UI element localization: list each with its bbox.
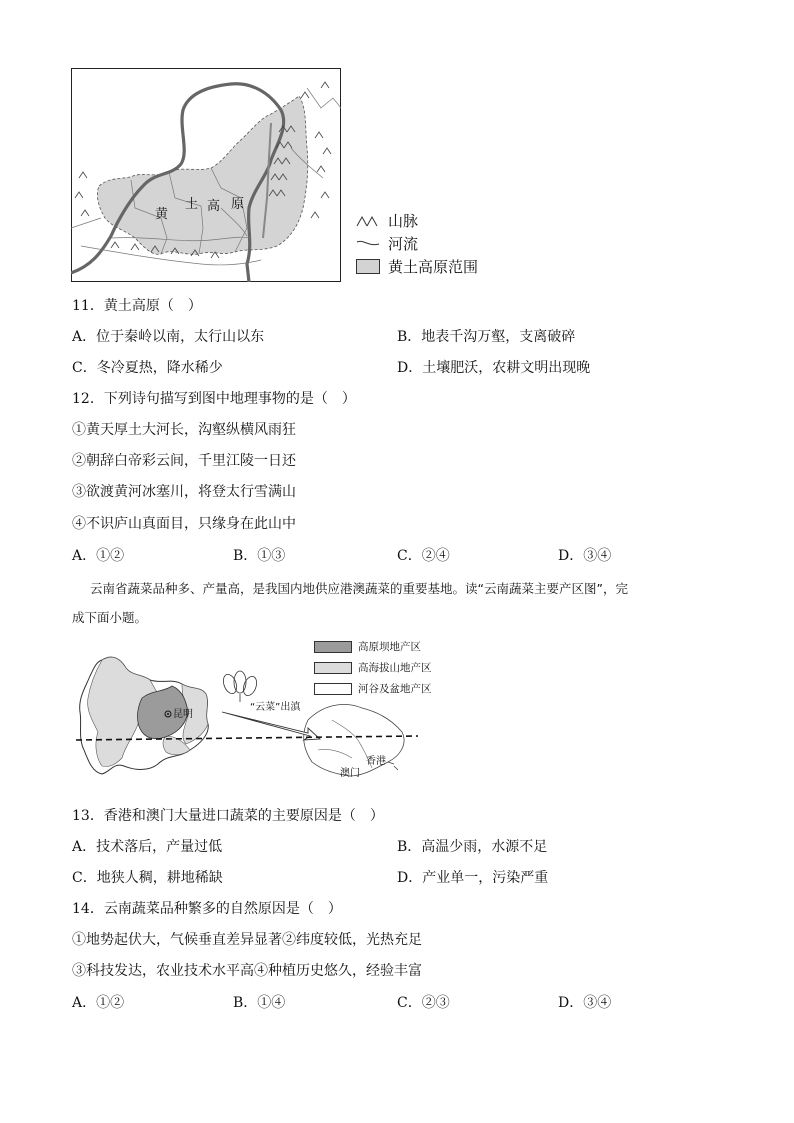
label-huang: 黄 <box>155 207 169 222</box>
q14-stem: 14．云南蔬菜品种繁多的自然原因是（ ） <box>72 901 342 917</box>
valley-basin-swatch <box>314 683 352 695</box>
legend-valley-basin <box>314 681 432 696</box>
q14-option-b[interactable]: B．①④ <box>233 995 286 1011</box>
kunming-label: 昆明 <box>173 709 193 720</box>
legend-high-mountain-label: 高海拔山地产区 <box>358 662 432 674</box>
legend-high-mountain <box>314 660 432 675</box>
hongkong-label: 香港 <box>366 756 386 767</box>
label-gao: 高 <box>207 199 221 214</box>
q12-poem-2: ②朝辞白帝彩云间，千里江陵一日还 <box>72 453 296 469</box>
q14-statements-1: ①地势起伏大，气候垂直差异显著②纬度较低，光热充足 <box>72 932 422 948</box>
q13-option-d[interactable]: D．产业单一，污染严重 <box>397 870 549 886</box>
q11-option-c[interactable]: C．冬冷夏热，降水稀少 <box>72 360 223 376</box>
intro-line-2: 成下面小题。 <box>72 610 148 625</box>
high-mountain-swatch <box>314 662 352 674</box>
q11-option-d[interactable]: D．土壤肥沃，农耕文明出现晚 <box>397 360 591 376</box>
q12-poem-3: ③欲渡黄河冰塞川，将登太行雪满山 <box>72 484 296 500</box>
label-yuan: 原 <box>231 197 245 212</box>
q13-option-a[interactable]: A．技术落后，产量过低 <box>72 839 223 855</box>
mountain-symbol-icon <box>356 214 380 228</box>
q11-option-a[interactable]: A．位于秦岭以南，太行山以东 <box>72 329 265 345</box>
intro-line-1: 云南省蔬菜品种多、产量高，是我国内地供应港澳蔬菜的重要基地。读“云南蔬菜主要产区图”，完 <box>90 581 628 596</box>
legend-plateau-basin <box>314 639 421 654</box>
legend-mountain-label: 山脉 <box>388 212 419 230</box>
q12-option-b[interactable]: B．①③ <box>233 548 286 564</box>
q13-option-c[interactable]: C．地狭人稠，耕地稀缺 <box>72 870 223 886</box>
macau-label: 澳门 <box>340 768 360 779</box>
plateau-swatch <box>356 259 380 274</box>
q14-option-a[interactable]: A．①② <box>72 995 125 1011</box>
q12-option-c[interactable]: C．②④ <box>397 548 450 564</box>
legend-valley-basin-label: 河谷及盆地产区 <box>358 683 432 695</box>
q14-option-c[interactable]: C．②③ <box>397 995 450 1011</box>
q12-stem: 12．下列诗句描写到图中地理事物的是（ ） <box>72 391 356 407</box>
legend-river <box>356 233 418 254</box>
q11-option-b[interactable]: B．地表千沟万壑，支离破碎 <box>397 329 576 345</box>
q14-statements-2: ③科技发达，农业技术水平高④种植历史悠久，经验丰富 <box>72 963 422 979</box>
q12-option-d[interactable]: D．③④ <box>558 548 612 564</box>
q14-option-d[interactable]: D．③④ <box>558 995 612 1011</box>
q13-option-b[interactable]: B．高温少雨，水源不足 <box>397 839 548 855</box>
q12-option-a[interactable]: A．①② <box>72 548 125 564</box>
legend-plateau <box>356 256 478 277</box>
q12-poem-1: ①黄天厚土大河长，沟壑纵横风雨狂 <box>72 422 296 438</box>
plateau-basin-swatch <box>314 641 352 653</box>
q11-stem: 11．黄土高原（ ） <box>72 298 202 314</box>
label-tu: 土 <box>185 197 199 212</box>
river-symbol-icon <box>356 237 380 251</box>
vegetable-icon <box>221 671 259 702</box>
legend-mountain <box>356 210 418 231</box>
legend-plateau-label: 黄土高原范围 <box>388 258 479 276</box>
loess-plateau-map <box>71 68 341 282</box>
q12-poem-4: ④不识庐山真面目，只缘身在此山中 <box>72 516 296 532</box>
legend-river-label: 河流 <box>388 235 419 253</box>
q13-stem: 13．香港和澳门大量进口蔬菜的主要原因是（ ） <box>72 808 384 824</box>
legend-plateau-basin-label: 高原坝地产区 <box>358 641 421 653</box>
yuncai-label: “云菜”出滇 <box>250 702 301 713</box>
